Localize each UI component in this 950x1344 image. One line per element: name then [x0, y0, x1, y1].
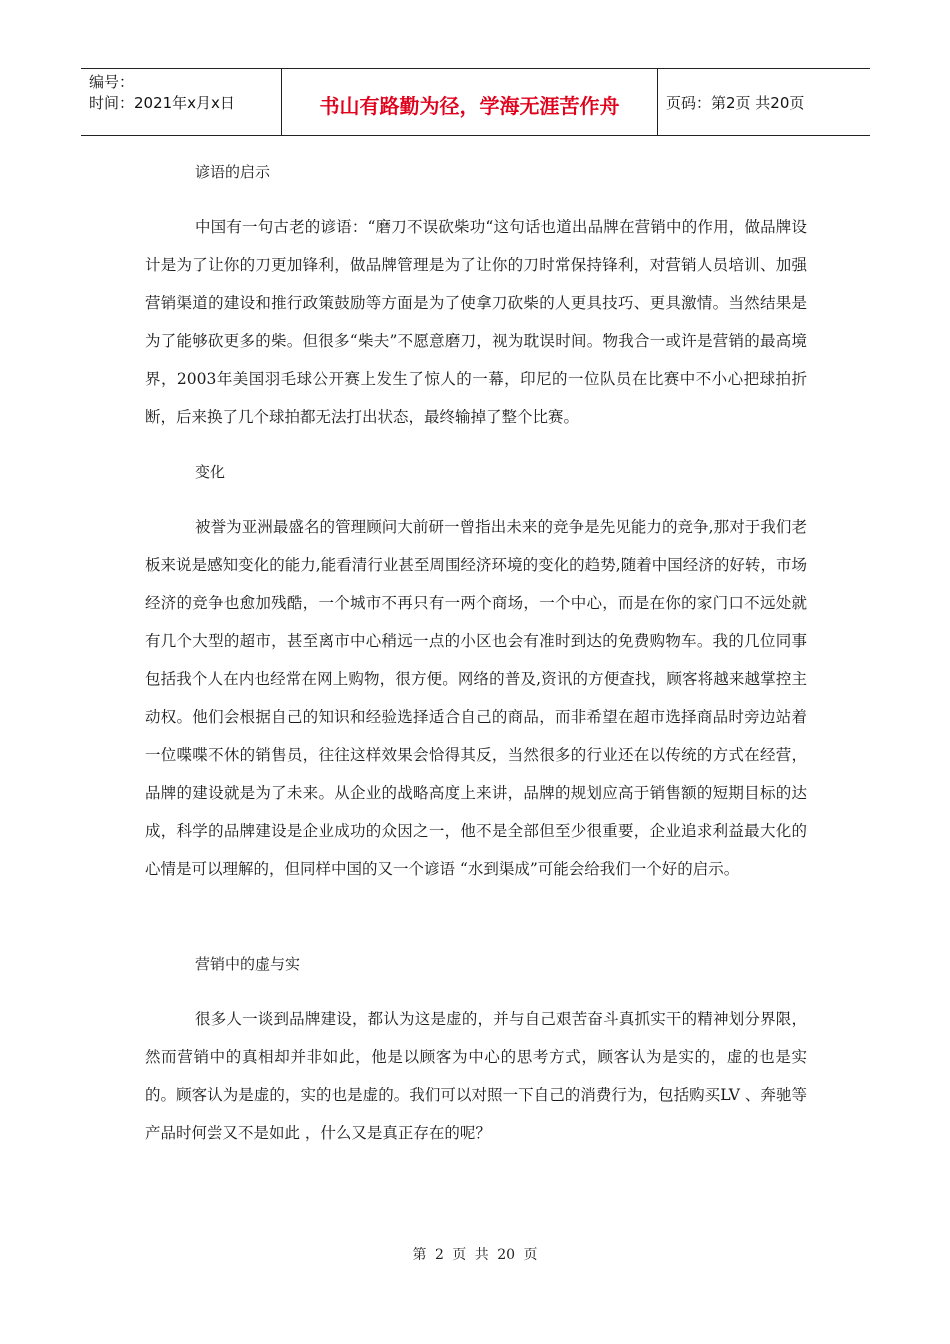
section-paragraph-change: 被誉为亚洲最盛名的管理顾问大前研一曾指出未来的竞争是先见能力的竞争,那对于我们老板来说是感知变化的能力,能看清行业甚至周围经济环境的变化的趋势,随着中国经济的好转，市场经济的竞争也愈加残酷，一个城市不再只有一两个商场，一个中心，而是在你的家门口不远处就有几个大型的超市，甚至离市中心稍远一点的小区也会有准时到达的免费购物车。我的几位同事包括我个人在内也经常在网上购物，很方便。网络的普及,资讯的方便查找，顾客将越来越掌控主动权。他们会根据自己的知识和经验选择适合自己的商品，而非希望在超市选择商品时旁边站着一位喋喋不休的销售员，往往这样效果会恰得其反，当然很多的行业还在以传统的方式在经营，品牌的建设就是为了未来。从企业的战略高度上来讲，品牌的规划应高于销售额的短期目标的达成，科学的品牌建设是企业成功的众因之一，他不是全部但至少很重要，企业追求利益最大化的心情是可以理解的，但同样中国的又一个谚语 “水到渠成”可能会给我们一个好的启示。 — [145, 518, 807, 878]
document-number-label: 编号： — [89, 73, 135, 91]
header-motto: 书山有路勤为径，学海无涯苦作舟 — [282, 69, 658, 135]
section-heading-proverb: 谚语的启示 — [195, 163, 271, 181]
page-footer: 第 2 页 共 20 页 — [412, 1247, 538, 1263]
section-paragraph-virtual-real: 很多人一谈到品牌建设，都认为这是虚的，并与自己艰苦奋斗真抓实干的精神划分界限，然而营销中的真相却并非如此，他是以顾客为中心的思考方式，顾客认为是实的，虚的也是实的。顾客认为是虚的，实的也是虚的。我们可以对照一下自己的消费行为，包括购买LV 、奔驰等产品时何尝又不是如此 ，什么又是真正存在的呢？ — [145, 1010, 807, 1142]
section-heading-change: 变化 — [195, 463, 226, 481]
section-paragraph-proverb: 中国有一句古老的谚语：“磨刀不误砍柴功“这句话也道出品牌在营销中的作用，做品牌设计是为了让你的刀更加锋利，做品牌管理是为了让你的刀时常保持锋利，对营销人员培训、加强营销渠道的建设和推行政策鼓励等方面是为了使拿刀砍柴的人更具技巧、更具激情。当然结果是为了能够砍更多的柴。但很多“柴夫”不愿意磨刀，视为耽误时间。物我合一或许是营销的最高境界，2003年美国羽毛球公开赛上发生了惊人的一幕，印尼的一位队员在比赛中不小心把球拍折断，后来换了几个球拍都无法打出状态，最终输掉了整个比赛。 — [145, 218, 807, 426]
document-body — [145, 154, 807, 1152]
page-header — [81, 68, 870, 136]
header-meta — [81, 69, 282, 135]
document-time-label: 时间：2021年x月x日 — [89, 94, 235, 112]
section-heading-virtual-real: 营销中的虚与实 — [195, 955, 301, 973]
header-page-info: 页码：第2页 共20页 — [666, 93, 805, 112]
